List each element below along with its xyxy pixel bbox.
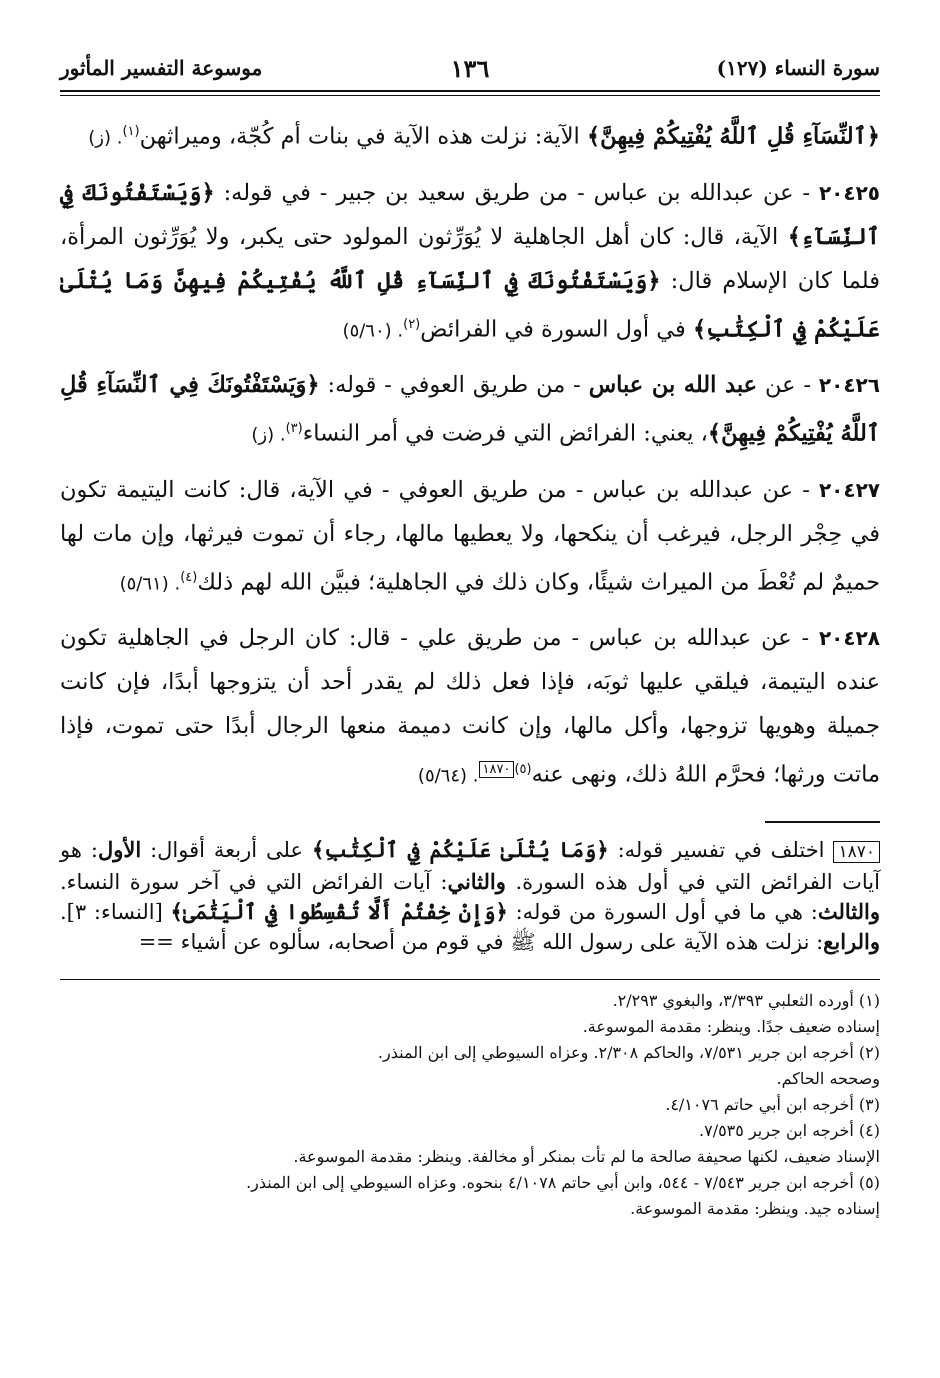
narrator-name: عبد الله بن عباس xyxy=(588,372,758,398)
book-title: موسوعة التفسير المأثور xyxy=(60,56,263,80)
footnote-marker: (٥) xyxy=(514,762,532,777)
footnote-line: (٢) أخرجه ابن جرير ٧/٥٣١، والحاكم ٢/٣٠٨. وعزاه السيوطي إلى ابن المنذر. xyxy=(377,1042,880,1062)
note-text: على أربعة أقوال: xyxy=(141,837,312,862)
paragraph-text: - عن عبدالله بن عباس - من طريق علي - قال: كان الرجل في الجاهلية تكون عنده اليتيمة، فيلقي عليها ثوبَه، فإذا فعل ذلك لم يقدر أحد أن يتزوجها أبدًا، فإن كانت جميلة وهويها تزوجها، وأكل مالها، وإن كانت دميمة منعها الرجال أبدًا حتى تموت، فإذا ماتت ورثها؛ فحرَّم اللهُ ذلك، ونهى عنه xyxy=(60,625,880,788)
page xyxy=(60,50,880,1222)
paragraph-text: - عن عبدالله بن عباس - من طريق العوفي - في الآية، قال: كانت اليتيمة تكون في حِجْر الرجل، فيرغب أن ينكحها، ولا يعطيها مالها، رجاء أن تموت فيرثها، وإن مات لها حميمٌ لم تُعْطَ من الميراث شيئًا، وكان ذلك في الجاهلية؛ فبيَّن الله لهم ذلك xyxy=(60,476,880,595)
note-text: : نزلت هذه الآية على رسول الله ﷺ في قوم من أصحابه، سألوه عن أشياء == xyxy=(138,929,824,954)
opinion-label: والثالث xyxy=(817,898,880,924)
paragraph-text: - من طريق العوفي - قوله: xyxy=(319,372,589,398)
note-text: اختلف في تفسير قوله: xyxy=(608,837,834,862)
reference: . (٥/٦١) xyxy=(119,573,181,594)
footnote-line: وصححه الحاكم. xyxy=(776,1068,880,1088)
narration-20428 xyxy=(60,616,880,799)
narration-number: ٢٠٤٢٨ xyxy=(818,626,880,650)
footnotes xyxy=(60,988,880,1222)
reference: . (٥/٦٠) xyxy=(342,320,404,341)
header-rule xyxy=(60,95,880,96)
narration-20427 xyxy=(60,468,880,607)
reference: . (٥/٦٤) xyxy=(417,765,479,787)
quran-quote: ﴿ٱلنِّسَآءِ قُلِ ٱللَّهُ يُفْتِيكُمْ فِيهِنَّ﴾ xyxy=(586,123,880,150)
footnotes-rule xyxy=(60,979,880,980)
reference: . (ز) xyxy=(251,424,286,446)
note-text: [النساء: ٣]. xyxy=(60,899,171,924)
footnote-line: (٥) أخرجه ابن جرير ٧/٥٤٣ - ٥٤٤، وابن أبي حاتم ٤/١٠٧٨ بنحوه. وعزاه السيوطي إلى ابن المنذر. xyxy=(246,1172,880,1192)
reference: . (ز) xyxy=(88,127,123,149)
commentary-separator xyxy=(765,821,880,823)
commentary-note xyxy=(60,835,880,957)
narration-20425 xyxy=(60,171,880,354)
footnote-marker: (٣) xyxy=(285,421,303,436)
quran-quote: ﴿وَمَا يُتْلَىٰ عَلَيْكُمْ فِي ٱلْكِتَٰبِ﴾ xyxy=(311,836,609,862)
main-text xyxy=(60,110,880,799)
footnote-line: الإسناد ضعيف، لكنها صحيفة صالحة ما لم تأت بمنكر أو مخالفة. وينظر: مقدمة الموسوعة. xyxy=(293,1146,880,1166)
footnote-line: إسناده جيد. وينظر: مقدمة الموسوعة. xyxy=(630,1198,880,1218)
paragraph-text: الآية، قال: كان أهل الجاهلية لا يُوَرِّثون المولود حتى يكبر، ولا يُوَرِّثون المرأة، فلما كان الإسلام قال: xyxy=(60,223,880,294)
paragraph-text: - عن xyxy=(757,372,819,398)
paragraph-text: الآية: نزلت هذه الآية في بنات أم كُجّة، وميراثهن xyxy=(139,123,587,150)
narration-number: ٢٠٤٢٦ xyxy=(818,373,880,397)
paragraph-text: في أول السورة في الفرائض xyxy=(420,316,693,342)
quran-quote: ﴿وَيَسْتَفْتُونَكَ فِي ٱلنِّسَآءِ قُلِ ٱللَّهُ يُفْتِيكُمْ فِيهِنَّ﴾ xyxy=(60,372,880,447)
footnote-marker: (٢) xyxy=(403,316,421,332)
page-number: ١٣٦ xyxy=(450,54,490,83)
narration-20426 xyxy=(60,363,880,458)
quran-quote: ﴿وَيَسْتَفْتُونَكَ فِي ٱلنِّسَآءِ قُلِ ٱللَّهُ يُفْتِيكُمْ فِيهِنَّ وَمَا يُتْلَىٰ عَلَيْكُمْ فِي ٱلْكِتَٰبِ﴾ xyxy=(60,267,880,342)
paragraph-continuation xyxy=(60,110,880,161)
footnote-line: إسناده ضعيف جدًا. وينظر: مقدمة الموسوعة. xyxy=(582,1016,880,1036)
quran-quote: ﴿وَيَسْتَفْتُونَكَ فِي ٱلنِّسَآءِ﴾ xyxy=(60,179,880,250)
note-text: : هو آيات الفرائض التي في أول هذه السورة. xyxy=(60,837,880,894)
footnote-marker: (١) xyxy=(122,124,140,139)
footnote-line: (٤) أخرجه ابن جرير ٧/٥٣٥. xyxy=(699,1120,880,1140)
opinion-label: الأول xyxy=(97,836,142,862)
commentary-marker: ١٨٧٠ xyxy=(479,761,515,778)
opinion-label: والثاني xyxy=(447,868,506,894)
narration-number: ٢٠٤٢٧ xyxy=(818,477,880,502)
narration-number: ٢٠٤٢٥ xyxy=(818,180,881,205)
quran-quote: ﴿وَإِنْ خِفْتُمْ أَلَّا تُقْسِطُوا فِي ٱلْيَتَٰمَىٰ﴾ xyxy=(170,898,508,924)
opinion-label: والرابع xyxy=(823,928,880,954)
note-text: : آيات الفرائض التي في آخر سورة النساء. xyxy=(60,869,448,894)
page-header xyxy=(60,50,880,92)
footnote-marker: (٤) xyxy=(180,569,198,585)
surah-title: سورة النساء (١٢٧) xyxy=(716,56,880,80)
note-text: : هي ما في أول السورة من قوله: xyxy=(507,899,818,924)
footnote-line: (١) أورده الثعلبي ٣/٣٩٣، والبغوي ٢/٢٩٣. xyxy=(612,990,880,1010)
paragraph-text: ، يعني: الفرائض التي فرضت في أمر النساء xyxy=(302,420,708,447)
commentary-number: ١٨٧٠ xyxy=(833,841,880,863)
paragraph-text: - عن عبدالله بن عباس - من طريق سعيد بن جبير - في قوله: xyxy=(214,179,819,206)
footnote-line: (٣) أخرجه ابن أبي حاتم ٤/١٠٧٦. xyxy=(665,1094,880,1114)
